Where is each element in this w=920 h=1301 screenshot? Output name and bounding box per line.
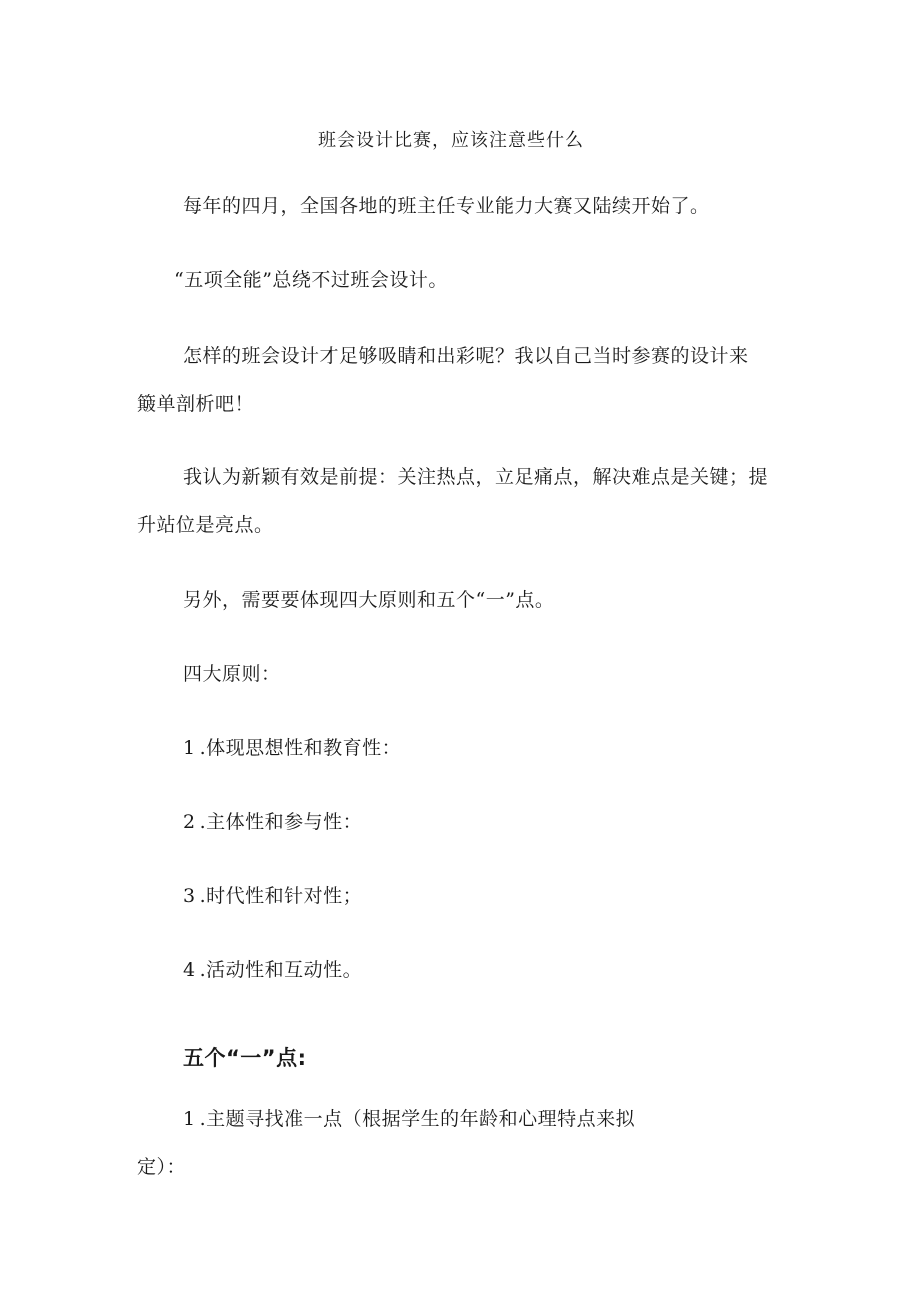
paragraph-2: “五项全能”总绕不过班会设计。: [174, 269, 448, 291]
paragraph-5: 另外，需要要体现四大原则和五个“一”点。: [183, 589, 555, 611]
paragraph-4-line-1: 我认为新颖有效是前提：关注热点，立足痛点，解决难点是关键；提: [183, 466, 769, 488]
principle-text: .活动性和互动性。: [199, 959, 363, 981]
document-title: 班会设计比赛，应该注意些什么: [318, 130, 584, 151]
principle-number: 2: [183, 811, 196, 833]
paragraph-3-line-2: 簸单剖析吧！: [137, 393, 255, 415]
principle-number: 3: [183, 885, 196, 907]
five-point-item: [183, 1107, 635, 1131]
five-point-text: .主题寻找准一点（根据学生的年龄和心理特点来拟: [199, 1108, 636, 1130]
paragraph-1: 每年的四月，全国各地的班主任专业能力大赛又陆续开始了。: [183, 195, 710, 217]
principles-heading: 四大原则：: [183, 663, 281, 685]
five-point-number: 1: [183, 1108, 196, 1130]
paragraph-3-line-1: 怎样的班会设计才足够吸睛和出彩呢？我以自己当时参赛的设计来: [183, 345, 749, 367]
principle-number: 1: [183, 737, 196, 759]
principle-number: 4: [183, 959, 196, 981]
principle-item: [183, 736, 401, 760]
principle-item: [183, 958, 362, 982]
paragraph-4-line-2: 升站位是亮点。: [137, 514, 274, 536]
principle-text: .主体性和参与性：: [199, 811, 363, 833]
five-point-continuation: 定）：: [137, 1156, 187, 1178]
principle-text: .体现思想性和教育性：: [199, 737, 402, 759]
principle-item: [183, 810, 362, 834]
principle-text: .时代性和针对性；: [199, 885, 363, 907]
principle-item: [183, 884, 362, 908]
five-points-heading: 五个“一”点:: [183, 1046, 307, 1070]
